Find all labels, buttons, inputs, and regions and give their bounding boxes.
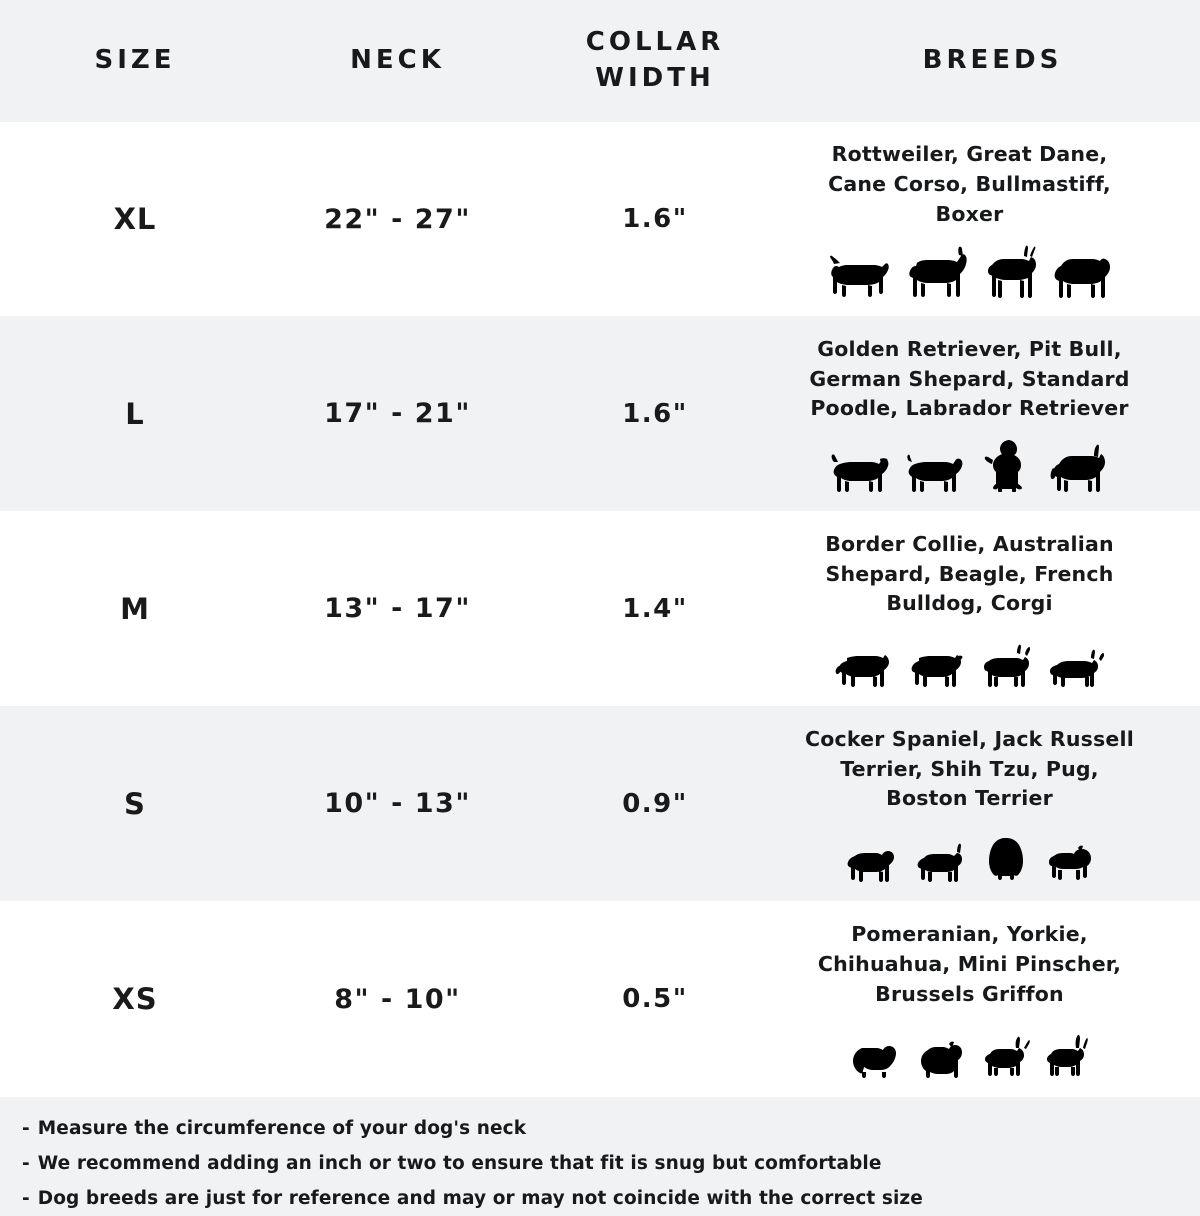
row-neck-l: 17" - 21" [324, 398, 471, 429]
footnote-item [22, 1181, 1200, 1216]
golden-retriever-silhouette-icon [830, 448, 892, 492]
row-breeds-text: Cocker Spaniel, Jack Russell Terrier, Shih Tzu, Pug, Boston Terrier [805, 726, 1134, 811]
row-neck-xs: 8" - 10" [334, 983, 461, 1015]
yorkie-silhouette-icon [918, 1034, 968, 1078]
cocker-spaniel-silhouette-icon [845, 840, 901, 882]
row-collar-width-xl: 1.6" [622, 204, 688, 234]
shih-tzu-silhouette-icon [981, 834, 1031, 882]
row-breeds-text: Rottweiler, Great Dane, Cane Corso, Bullmastiff, Boxer [828, 142, 1111, 226]
breed-silhouette-group [850, 1016, 1090, 1078]
footnote-text: Measure the circumference of your dog's neck [37, 1118, 527, 1139]
table-row [0, 316, 1200, 511]
german-shepherd-silhouette-icon [1050, 444, 1110, 492]
corgi-silhouette-icon [1047, 647, 1105, 687]
border-collie-silhouette-icon [835, 645, 895, 687]
row-breeds-xs [785, 920, 1200, 1077]
row-collar-width-l: 1.6" [622, 398, 688, 429]
pomeranian-silhouette-icon [850, 1034, 904, 1078]
footnotes [0, 1097, 1200, 1216]
row-neck-xl: 22" - 27" [324, 203, 471, 235]
row-size-xl: XL [113, 202, 157, 236]
column-header-neck: NECK [350, 45, 445, 76]
row-breeds-text: Golden Retriever, Pit Bull, German Shepard, Standard Poodle, Labrador Retriever [809, 336, 1130, 421]
chihuahua-silhouette-icon [982, 1032, 1030, 1078]
french-bulldog-silhouette-icon [981, 643, 1033, 687]
table-header-row [0, 0, 1200, 122]
row-collar-width-m: 1.4" [622, 593, 688, 624]
row-size-s: S [124, 786, 146, 821]
table-row [0, 901, 1200, 1097]
column-header-breeds: BREEDS [922, 45, 1063, 76]
footnote-dash: - [22, 1153, 30, 1175]
poodle-silhouette-icon [980, 436, 1036, 492]
beagle-silhouette-icon [909, 645, 967, 687]
footnote-item [22, 1146, 1200, 1181]
row-breeds-xl [785, 140, 1200, 297]
row-breeds-l [785, 335, 1200, 492]
row-breeds-text: Pomeranian, Yorkie, Chihuahua, Mini Pinscher, Brussels Griffon [817, 922, 1122, 1006]
column-header-collar-width-line1: COLLAR [585, 27, 725, 58]
row-breeds-m [785, 530, 1200, 687]
footnote-dash: - [22, 1188, 30, 1210]
row-size-l: L [125, 396, 145, 431]
footnote-text: We recommend adding an inch or two to ensure that fit is snug but comfortable [37, 1153, 882, 1175]
great-dane-silhouette-icon [906, 246, 970, 298]
mini-pinscher-silhouette-icon [1044, 1030, 1090, 1078]
row-neck-m: 13" - 17" [324, 593, 471, 624]
row-collar-width-s: 0.9" [622, 788, 688, 819]
jack-russell-silhouette-icon [915, 840, 967, 882]
bullmastiff-silhouette-icon [1052, 250, 1112, 298]
row-breeds-text: Border Collie, Australian Shepard, Beagle, French Bulldog, Corgi [825, 531, 1114, 616]
footnote-dash: - [22, 1118, 30, 1139]
row-size-m: M [120, 591, 150, 626]
column-header-collar-width [525, 25, 785, 97]
labrador-silhouette-icon [906, 448, 966, 492]
row-collar-width-xs: 0.5" [622, 984, 688, 1014]
footnote-item [22, 1111, 1200, 1146]
table-row [0, 122, 1200, 316]
pug-silhouette-icon [1045, 838, 1095, 882]
breed-silhouette-group [845, 820, 1095, 882]
table-row [0, 706, 1200, 901]
column-header-size: SIZE [94, 45, 176, 76]
row-size-xs: XS [112, 982, 158, 1016]
table-row [0, 511, 1200, 706]
row-neck-s: 10" - 13" [324, 788, 471, 819]
breed-silhouette-group [828, 236, 1112, 298]
footnote-text: Dog breeds are just for reference and may or may not coincide with the correct size [37, 1188, 923, 1210]
rottweiler-silhouette-icon [828, 252, 892, 298]
row-breeds-s [785, 725, 1200, 882]
doberman-silhouette-icon [984, 243, 1038, 298]
breed-silhouette-group [835, 625, 1105, 687]
column-header-collar-width-line2: WIDTH [595, 63, 715, 93]
breed-silhouette-group [830, 430, 1110, 492]
